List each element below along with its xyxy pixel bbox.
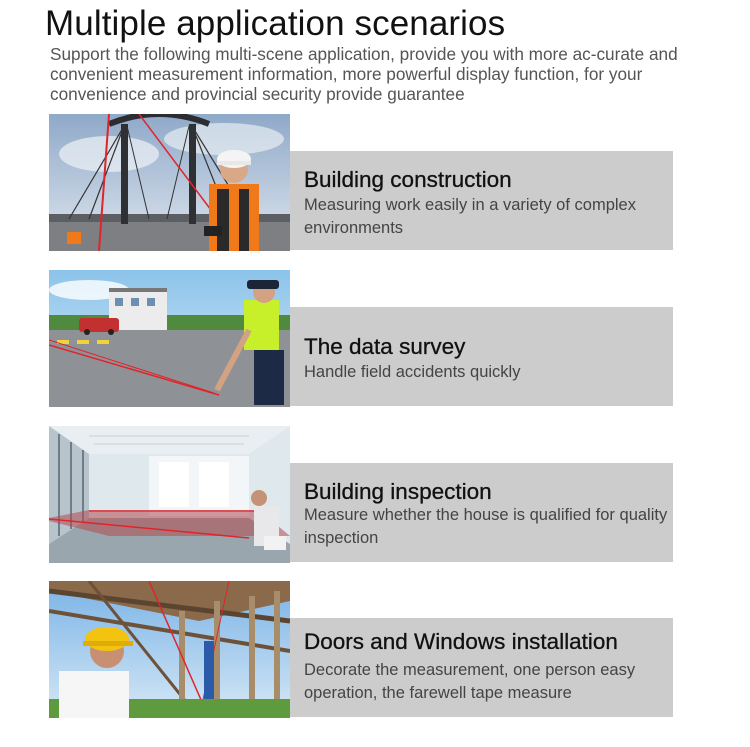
scenario-title: Building inspection [304, 479, 492, 504]
scenario-title: Building construction [304, 167, 512, 192]
bridge-construction-worker-photo [49, 114, 290, 251]
scenario-title: Doors and Windows installation [304, 629, 618, 654]
police-road-survey-photo [49, 270, 290, 407]
construction-worker-hardhat-photo [49, 581, 290, 718]
scenario-description: Measuring work easily in a variety of complex environments [304, 196, 636, 237]
scenario-panel [290, 307, 673, 406]
scenario-title: The data survey [304, 334, 466, 359]
empty-room-inspection-photo [49, 426, 290, 563]
scenario-panel [290, 151, 673, 250]
scenario-description: Handle field accidents quickly [304, 363, 521, 381]
scenario-panel [290, 463, 673, 562]
page-subtitle: Support the following multi-scene application, provide you with more ac-curate and convenient measurement information, more powerful display function, for your convenience and provincial security provide guarantee [50, 44, 678, 104]
scenario-panel [290, 618, 673, 717]
page-title: Multiple application scenarios [45, 4, 506, 43]
scenario-description: Measure whether the house is qualified for quality inspection [304, 506, 668, 547]
scenario-description: Decorate the measurement, one person easy operation, the farewell tape measure [304, 661, 636, 702]
